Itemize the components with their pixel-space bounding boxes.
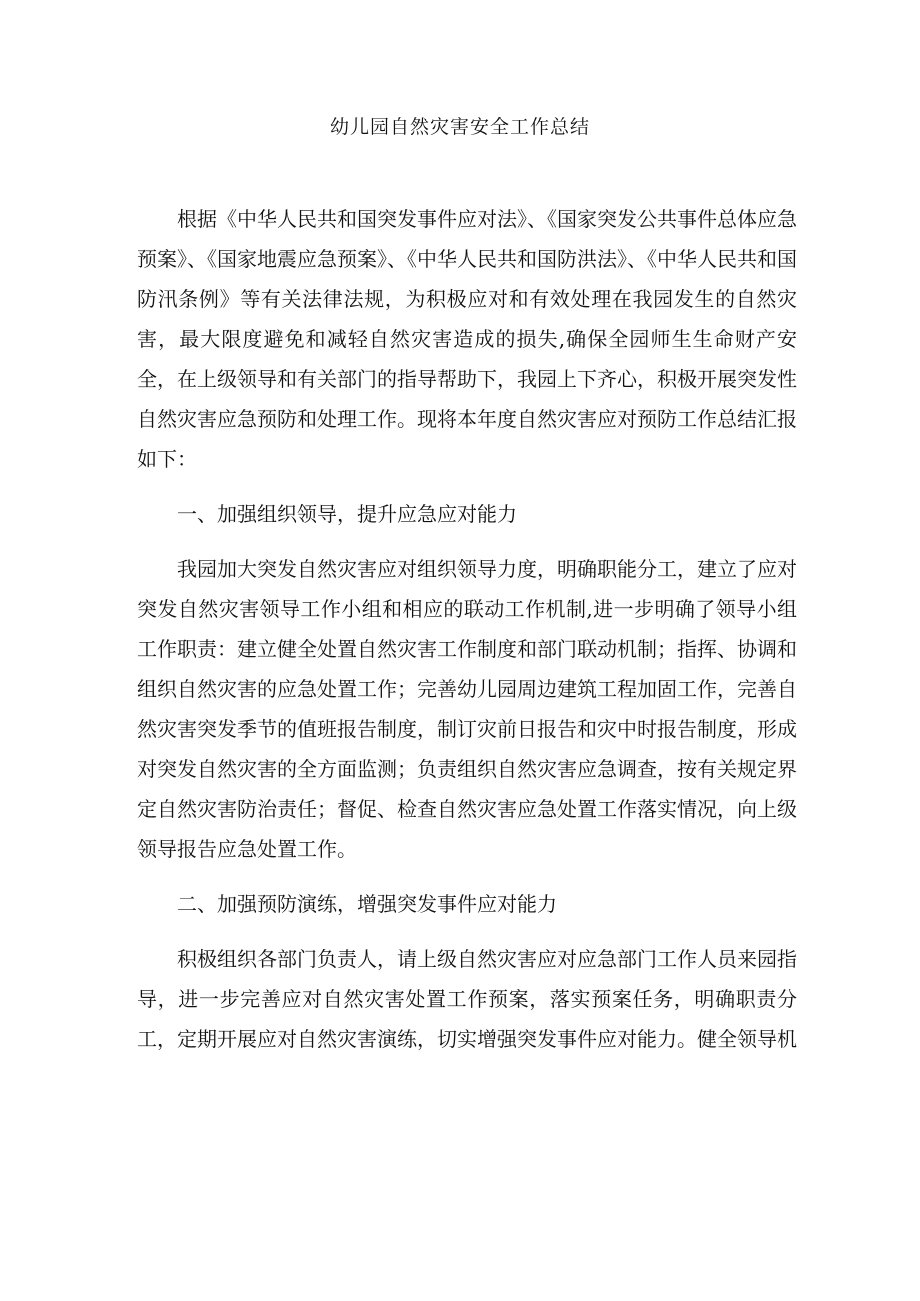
section-heading-1: 一、加强组织领导，提升应急应对能力 <box>177 502 517 526</box>
document-title: 幼儿园自然灾害安全工作总结 <box>329 116 590 138</box>
document-body <box>137 199 797 1059</box>
paragraph-section-2: 积极组织各部门负责人，请上级自然灾害应对应急部门工作人员来园指导，进一步完善应对自然灾害处置工作预案，落实预案任务，明确职责分工，定期开展应对自然灾害演练，切实增强突发事件应对能力。健全领导机 <box>137 947 797 1051</box>
paragraph-section-1: 我园加大突发自然灾害应对组织领导力度，明确职能分工，建立了应对突发自然灾害领导工作小组和相应的联动工作机制,进一步明确了领导小组工作职责：建立健全处置自然灾害工作制度和部门联动机制；指挥、协调和组织自然灾害的应急处置工作；完善幼儿园周边建筑工程加固工作，完善自然灾害突发季节的值班报告制度，制订灾前日报告和灾中时报告制度，形成对突发自然灾害的全方面监测；负责组织自然灾害应急调查，按有关规定界定自然灾害防治责任；督促、检查自然灾害应急处置工作落实情况，向上级领导报告应急处置工作。 <box>137 557 797 861</box>
paragraph-intro: 根据《中华人民共和国突发事件应对法》、《国家突发公共事件总体应急预案》、《国家地震应急预案》、《中华人民共和国防洪法》、《中华人民共和国防汛条例》等有关法律法规，为积极应对和有效处理在我园发生的自然灾害，最大限度避免和减轻自然灾害造成的损失,确保全园师生生命财产安全，在上级领导和有关部门的指导帮助下，我园上下齐心，积极开展突发性自然灾害应急预防和处理工作。现将本年度自然灾害应对预防工作总结汇报如下： <box>137 207 797 471</box>
section-heading-2: 二、加强预防演练，增强突发事件应对能力 <box>177 892 557 916</box>
